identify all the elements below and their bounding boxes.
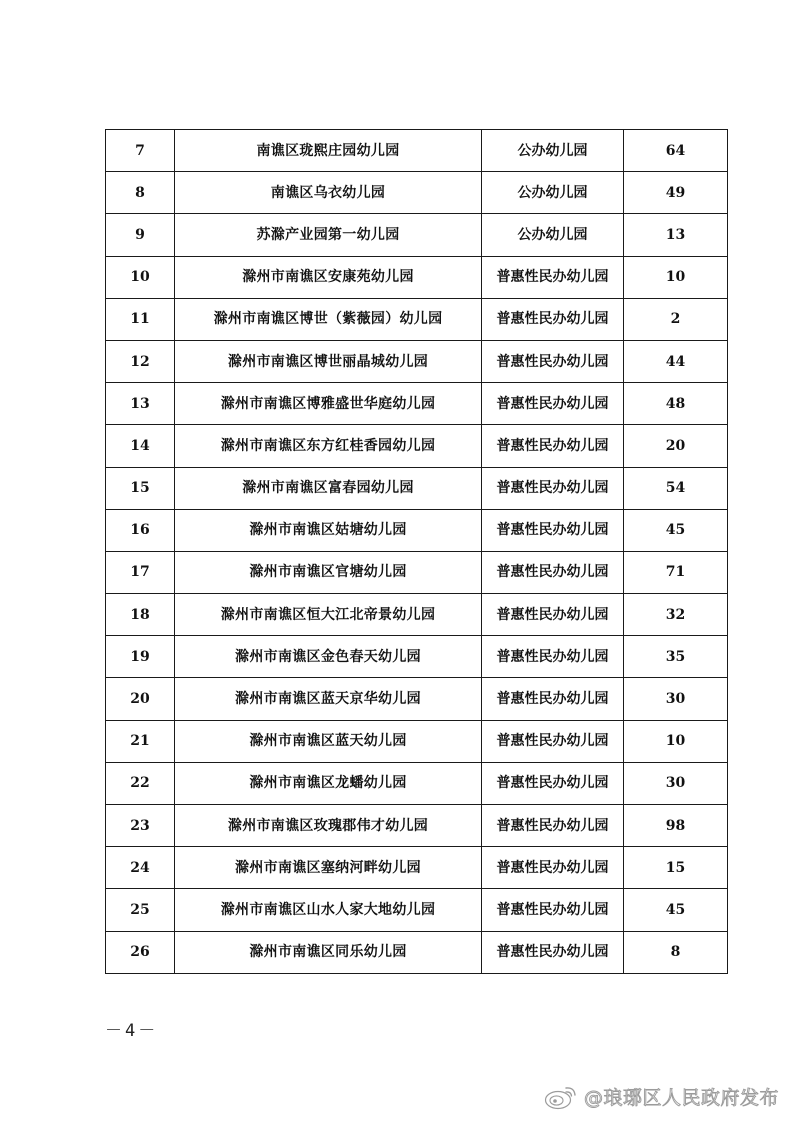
kindergarten-name: 滁州市南谯区富春园幼儿园 <box>242 480 414 497</box>
count-cell: 8 <box>624 931 728 973</box>
kindergarten-name-cell <box>175 594 482 636</box>
table-row <box>106 720 728 762</box>
kindergarten-type-cell: 公办幼儿园 <box>482 214 624 256</box>
table-row <box>106 383 728 425</box>
table-row <box>106 762 728 804</box>
count-cell: 2 <box>624 298 728 340</box>
kindergarten-name-cell <box>175 172 482 214</box>
kindergarten-name-cell <box>175 762 482 804</box>
count-cell: 13 <box>624 214 728 256</box>
kindergarten-name: 滁州市南谯区玫瑰郡伟才幼儿园 <box>227 817 429 834</box>
kindergarten-name-cell <box>175 889 482 931</box>
row-number-cell: 22 <box>106 762 175 804</box>
row-number-cell: 17 <box>106 551 175 593</box>
kindergarten-name: 滁州市南谯区博世（紫薇园）幼儿园 <box>213 311 443 328</box>
kindergarten-table <box>105 129 728 974</box>
kindergarten-name: 滁州市南谯区塞纳河畔幼儿园 <box>235 859 421 876</box>
table-row <box>106 509 728 551</box>
row-number-cell: 7 <box>106 130 175 172</box>
kindergarten-name: 南谯区乌衣幼儿园 <box>270 184 386 201</box>
kindergarten-name-cell <box>175 931 482 973</box>
kindergarten-table-body <box>106 130 728 974</box>
count-cell: 98 <box>624 805 728 847</box>
kindergarten-type-cell: 公办幼儿园 <box>482 172 624 214</box>
count-cell: 20 <box>624 425 728 467</box>
kindergarten-name: 滁州市南谯区同乐幼儿园 <box>249 944 407 961</box>
count-cell: 15 <box>624 847 728 889</box>
weibo-watermark <box>544 1083 779 1110</box>
kindergarten-type-cell: 普惠性民办幼儿园 <box>482 340 624 382</box>
row-number-cell: 20 <box>106 678 175 720</box>
table-row <box>106 214 728 256</box>
table-row <box>106 298 728 340</box>
kindergarten-type-cell: 普惠性民办幼儿园 <box>482 594 624 636</box>
row-number-cell: 21 <box>106 720 175 762</box>
kindergarten-type-cell: 普惠性民办幼儿园 <box>482 847 624 889</box>
kindergarten-type-cell: 普惠性民办幼儿园 <box>482 678 624 720</box>
count-cell: 10 <box>624 720 728 762</box>
count-cell: 45 <box>624 889 728 931</box>
row-number-cell: 12 <box>106 340 175 382</box>
kindergarten-name-cell <box>175 678 482 720</box>
kindergarten-name: 滁州市南谯区蓝天幼儿园 <box>249 733 407 750</box>
kindergarten-type-cell: 普惠性民办幼儿园 <box>482 383 624 425</box>
count-cell: 71 <box>624 551 728 593</box>
row-number-cell: 15 <box>106 467 175 509</box>
table-row <box>106 931 728 973</box>
row-number-cell: 13 <box>106 383 175 425</box>
table-row <box>106 425 728 467</box>
table-row <box>106 805 728 847</box>
count-cell: 30 <box>624 762 728 804</box>
row-number-cell: 24 <box>106 847 175 889</box>
count-cell: 54 <box>624 467 728 509</box>
kindergarten-name: 滁州市南谯区恒大江北帝景幼儿园 <box>220 606 436 623</box>
table-row <box>106 678 728 720</box>
row-number-cell: 9 <box>106 214 175 256</box>
kindergarten-name-cell <box>175 847 482 889</box>
watermark-text: @琅琊区人民政府发布 <box>583 1087 779 1109</box>
kindergarten-name: 滁州市南谯区博雅盛世华庭幼儿园 <box>220 395 436 412</box>
kindergarten-name: 滁州市南谯区金色春天幼儿园 <box>235 648 421 665</box>
kindergarten-type-cell: 普惠性民办幼儿园 <box>482 467 624 509</box>
count-cell: 64 <box>624 130 728 172</box>
count-cell: 35 <box>624 636 728 678</box>
kindergarten-type-cell: 普惠性民办幼儿园 <box>482 636 624 678</box>
row-number-cell: 25 <box>106 889 175 931</box>
kindergarten-type-cell: 普惠性民办幼儿园 <box>482 551 624 593</box>
page-number: －4－ <box>105 1021 159 1041</box>
row-number-cell: 8 <box>106 172 175 214</box>
kindergarten-name-cell <box>175 298 482 340</box>
kindergarten-name-cell <box>175 256 482 298</box>
kindergarten-name-cell <box>175 340 482 382</box>
kindergarten-name-cell <box>175 467 482 509</box>
kindergarten-type-cell: 普惠性民办幼儿园 <box>482 425 624 467</box>
table-row <box>106 130 728 172</box>
table-row <box>106 256 728 298</box>
kindergarten-type-cell: 普惠性民办幼儿园 <box>482 720 624 762</box>
kindergarten-name-cell <box>175 214 482 256</box>
kindergarten-type-cell: 普惠性民办幼儿园 <box>482 298 624 340</box>
kindergarten-type-cell: 普惠性民办幼儿园 <box>482 256 624 298</box>
count-cell: 45 <box>624 509 728 551</box>
kindergarten-name: 苏滁产业园第一幼儿园 <box>256 226 400 243</box>
row-number-cell: 10 <box>106 256 175 298</box>
row-number-cell: 16 <box>106 509 175 551</box>
count-cell: 49 <box>624 172 728 214</box>
kindergarten-type-cell: 普惠性民办幼儿园 <box>482 509 624 551</box>
kindergarten-name: 滁州市南谯区官塘幼儿园 <box>249 564 407 581</box>
kindergarten-type-cell: 普惠性民办幼儿园 <box>482 931 624 973</box>
row-number-cell: 18 <box>106 594 175 636</box>
table-row <box>106 889 728 931</box>
kindergarten-name-cell <box>175 636 482 678</box>
count-cell: 30 <box>624 678 728 720</box>
kindergarten-name-cell <box>175 805 482 847</box>
table-row <box>106 636 728 678</box>
table-row <box>106 847 728 889</box>
kindergarten-name-cell <box>175 383 482 425</box>
kindergarten-name-cell <box>175 509 482 551</box>
kindergarten-type-cell: 公办幼儿园 <box>482 130 624 172</box>
kindergarten-name-cell <box>175 130 482 172</box>
count-cell: 32 <box>624 594 728 636</box>
kindergarten-name: 滁州市南谯区东方红桂香园幼儿园 <box>220 437 436 454</box>
kindergarten-name: 滁州市南谯区博世丽晶城幼儿园 <box>227 353 429 370</box>
kindergarten-type-cell: 普惠性民办幼儿园 <box>482 805 624 847</box>
kindergarten-name: 滁州市南谯区安康苑幼儿园 <box>242 269 414 286</box>
row-number-cell: 19 <box>106 636 175 678</box>
table-row <box>106 551 728 593</box>
kindergarten-name-cell <box>175 720 482 762</box>
table-row <box>106 340 728 382</box>
kindergarten-name-cell <box>175 425 482 467</box>
kindergarten-name-cell <box>175 551 482 593</box>
kindergarten-name: 滁州市南谯区姑塘幼儿园 <box>249 522 407 539</box>
kindergarten-name: 滁州市南谯区山水人家大地幼儿园 <box>220 901 436 918</box>
row-number-cell: 14 <box>106 425 175 467</box>
row-number-cell: 23 <box>106 805 175 847</box>
count-cell: 10 <box>624 256 728 298</box>
kindergarten-name: 滁州市南谯区蓝天京华幼儿园 <box>235 691 421 708</box>
kindergarten-name: 南谯区珑熙庄园幼儿园 <box>256 142 400 159</box>
table-row <box>106 594 728 636</box>
row-number-cell: 11 <box>106 298 175 340</box>
row-number-cell: 26 <box>106 931 175 973</box>
kindergarten-type-cell: 普惠性民办幼儿园 <box>482 889 624 931</box>
count-cell: 48 <box>624 383 728 425</box>
table-row <box>106 172 728 214</box>
kindergarten-type-cell: 普惠性民办幼儿园 <box>482 762 624 804</box>
weibo-icon <box>544 1084 578 1110</box>
table-row <box>106 467 728 509</box>
count-cell: 44 <box>624 340 728 382</box>
kindergarten-name: 滁州市南谯区龙蟠幼儿园 <box>249 775 407 792</box>
